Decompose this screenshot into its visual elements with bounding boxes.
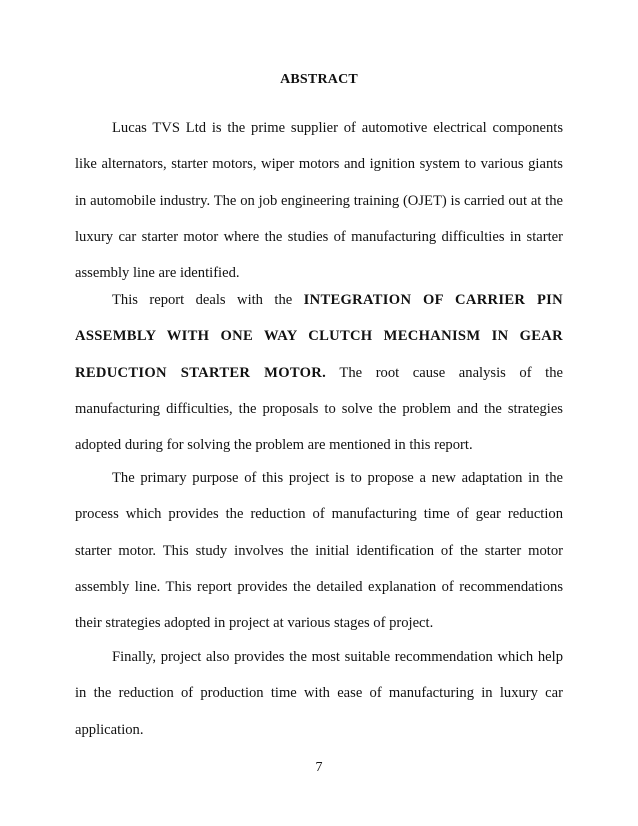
paragraph-2-before: This report deals with the [112, 292, 304, 308]
paragraph-intro [75, 110, 563, 291]
paragraph-2 [75, 282, 563, 463]
paragraph-1-text: Lucas TVS Ltd is the prime supplier of automotive electrical components like alternators, starter motors, wiper motors and ignition system to various giants in automobile industry. The on job engineering training (OJET) is carried out at the luxury car starter motor where the studies of manufacturing difficulties in starter assembly line are identified. [75, 120, 563, 282]
paragraph-4-text: Finally, project also provides the most suitable recommendation which help in the reduction of production time with ease of manufacturing in luxury car application. [75, 649, 563, 738]
project-title-bold: INTEGRATION OF CARRIER PIN ASSEMBLY WITH ONE WAY CLUTCH MECHANISM IN GEAR REDUCTION STARTER MOTOR. [75, 292, 563, 381]
abstract-heading: ABSTRACT [280, 72, 358, 87]
paragraph-report-topic [75, 282, 563, 463]
paragraph-conclusion [75, 639, 563, 748]
paragraph-2-after: The root cause analysis of the manufacturing difficulties, the proposals to solve the problem and the strategies adopted during for solving the problem are mentioned in this report. [75, 364, 564, 454]
page-number: 7 [315, 760, 323, 775]
paragraph-3-text: The primary purpose of this project is to propose a new adaptation in the process which provides the reduction of manufacturing time of gear reduction starter motor. This study involves the initial identification of the starter motor assembly line. This report provides the detailed explanation of recommendations their strategies adopted in project at various stages of project. [75, 470, 563, 632]
paragraph-purpose [75, 460, 563, 641]
